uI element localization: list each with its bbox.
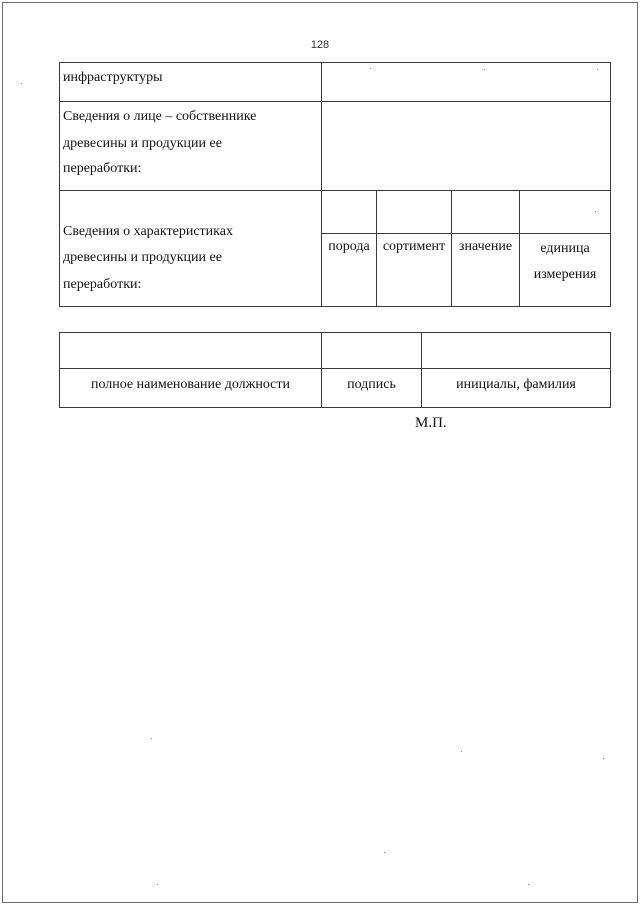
position-caption: полное наименование должности <box>90 377 291 392</box>
column-species: порода <box>328 239 370 254</box>
scan-speck <box>151 738 152 739</box>
table-border <box>610 332 611 408</box>
scan-speck <box>484 69 485 70</box>
table-border <box>59 190 611 191</box>
signature-caption: подпись <box>347 377 396 392</box>
owner-label-line-1: Сведения о лице – собственнике <box>63 109 257 124</box>
scan-speck <box>603 758 604 759</box>
scan-speck <box>595 211 596 212</box>
stamp-place: М.П. <box>415 415 447 431</box>
scan-speck <box>461 751 462 752</box>
scan-speck <box>370 68 371 69</box>
owner-label-line-3: переработки: <box>63 161 142 176</box>
page-number: 128 <box>310 39 330 51</box>
characteristics-label-line-1: Сведения о характеристиках <box>63 224 233 239</box>
column-assortment: сортимент <box>382 239 446 254</box>
column-value: значение <box>458 239 513 254</box>
scan-speck <box>528 884 529 885</box>
column-unit-line-2: измерения <box>533 267 597 282</box>
table-border <box>59 62 60 307</box>
table-border <box>59 101 611 102</box>
characteristics-label-line-3: переработки: <box>63 277 142 292</box>
owner-label-line-2: древесины и продукции ее <box>63 136 222 151</box>
scan-speck <box>21 83 22 84</box>
table-border <box>59 407 611 408</box>
characteristics-label-line-2: древесины и продукции ее <box>63 250 222 265</box>
table-border <box>321 62 322 307</box>
table-border <box>610 62 611 307</box>
scan-speck <box>384 852 385 853</box>
name-caption: инициалы, фамилия <box>456 377 576 392</box>
column-unit-line-1: единица <box>540 241 590 256</box>
scan-speck <box>597 69 598 70</box>
table-border <box>59 306 611 307</box>
table-border <box>59 332 611 333</box>
scan-speck <box>157 884 158 885</box>
table-border <box>59 62 611 63</box>
infrastructure-label: инфраструктуры <box>63 70 163 85</box>
table-border <box>59 368 611 369</box>
